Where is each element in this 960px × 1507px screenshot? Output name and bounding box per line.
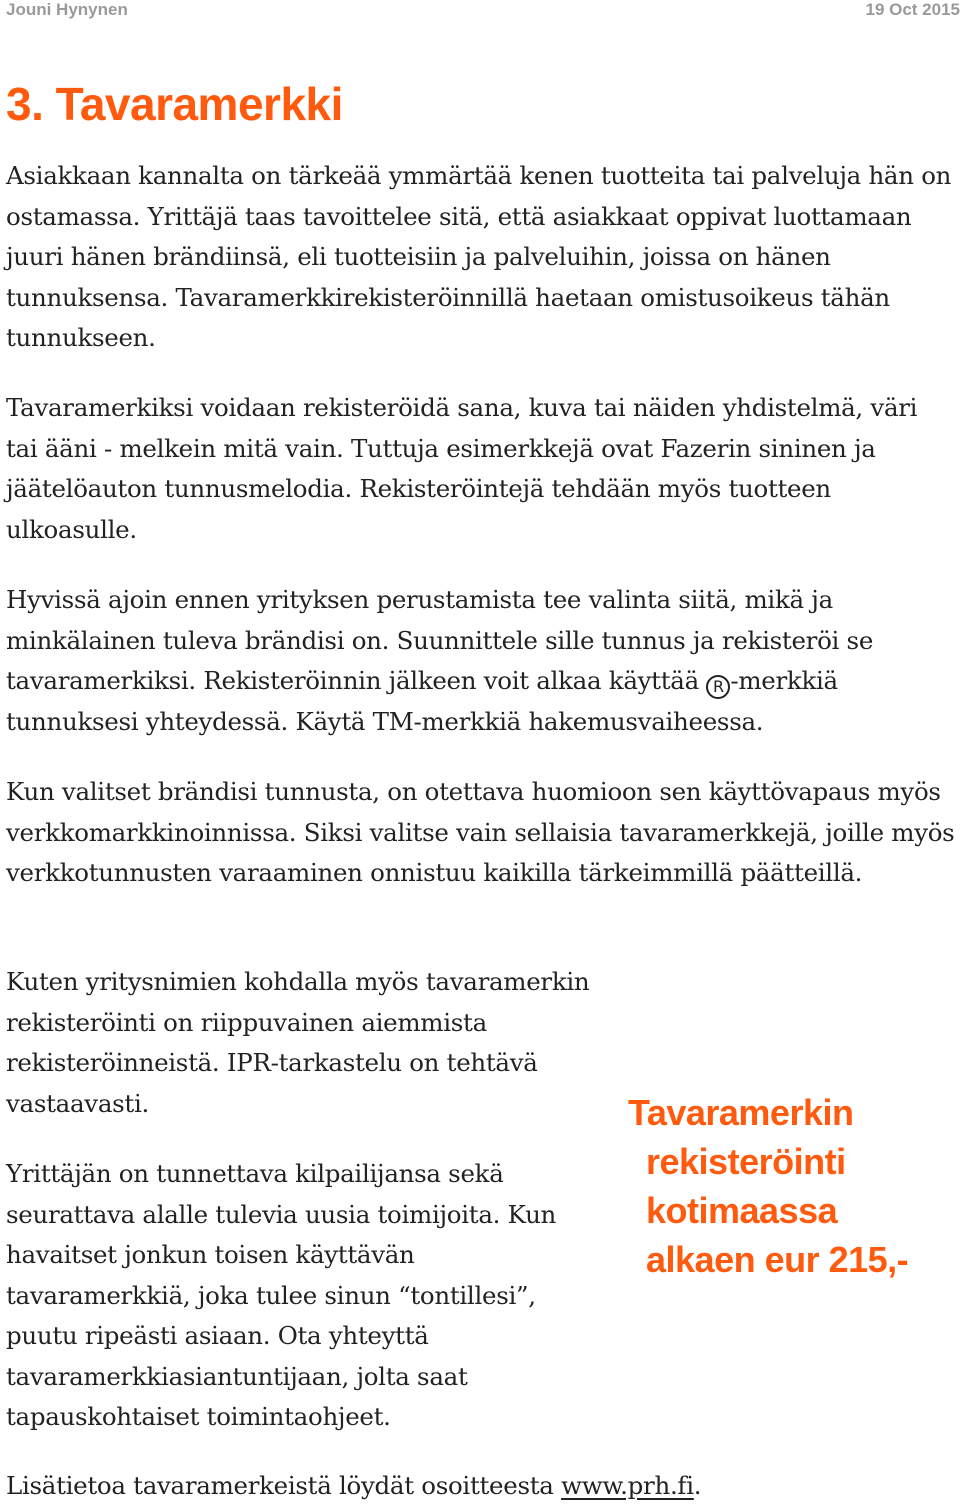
paragraph-intro: Asiakkaan kannalta on tärkeää ymmärtää kenen tuotteita tai palveluja hän on ostamassa. Yrittäjä taas tavoittelee sitä, että asiakkaat oppivat luottamaan juuri hänen brändiinsä, eli tuotteisiin ja palveluihin, joissa on hänen tunnuksensa. Tavaramerkkirekisteröinnillä haetaan omistusoikeus tähän tunnukseen.: [6, 161, 952, 352]
paragraph-domains: Kun valitset brändisi tunnusta, on otettava huomioon sen käyttövapaus myös verkkomarkkinoinnissa. Siksi valitse vain sellaisia tavaramerkkejä, joille myös verkkotunnusten varaaminen onnistuu kaikilla tärkeimmillä päätteillä.: [6, 777, 955, 887]
author-name: Jouni Hynynen: [6, 0, 128, 19]
callout-line-2: rekisteröinti: [646, 1141, 846, 1182]
prh-link[interactable]: www.prh.fi: [561, 1471, 694, 1500]
paragraph-more-info: [6, 1466, 956, 1507]
callout-line-3: kotimaassa: [646, 1190, 838, 1231]
more-info-period: .: [693, 1471, 702, 1500]
page-header: [6, 0, 960, 24]
paragraph-competitors: Yrittäjän on tunnettava kilpailijansa sekä seurattava alalle tulevia uusia toimijoita. Kun havaitset jonkun toisen käyttävän tavaramerkkiä, joka tulee sinun “tontillesi”, puutu ripeästi asiaan. Ota yhteyttä tavaramerkkiasiantuntijaan, jolta saat tapauskohtaiset toimintaohjeet.: [6, 1159, 557, 1431]
publish-date: 19 Oct 2015: [865, 0, 960, 19]
paragraph-timing-text-start: Hyvissä ajoin ennen yrityksen perustamista tee valinta siitä, mikä ja minkälainen tuleva brändisi on. Suunnittele sille tunnus ja rekisteröi se tavaramerkiksi. Rekisteröinnin jälkeen voit alkaa käyttää: [6, 585, 874, 695]
more-info-text: Lisätietoa tavaramerkeistä löydät osoitteesta: [6, 1471, 562, 1500]
section-title: 3. Tavaramerkki: [6, 78, 343, 130]
paragraph-registrable: Tavaramerkiksi voidaan rekisteröidä sana, kuva tai näiden yhdistelmä, väri tai ääni - melkein mitä vain. Tuttuja esimerkkejä ovat Fazerin sininen ja jäätelöauton tunnusmelodia. Rekisteröintejä tehdään myös tuotteen ulkoasulle.: [6, 393, 918, 544]
price-callout: [628, 1088, 948, 1284]
callout-line-4: alkaen eur 215,-: [646, 1239, 909, 1280]
paragraph-timing: [6, 580, 956, 742]
paragraph-timing-text-end: -merkkiä tunnuksesi yhteydessä. Käytä TM-merkkiä hakemusvaiheessa.: [6, 666, 838, 736]
paragraph-ipr: Kuten yritysnimien kohdalla myös tavaramerkin rekisteröinti on riippuvainen aiemmista rekisteröinneistä. IPR-tarkastelu on tehtävä vastaavasti.: [6, 967, 590, 1118]
registered-mark-icon: R: [706, 675, 730, 699]
callout-line-1: Tavaramerkin: [628, 1092, 854, 1133]
